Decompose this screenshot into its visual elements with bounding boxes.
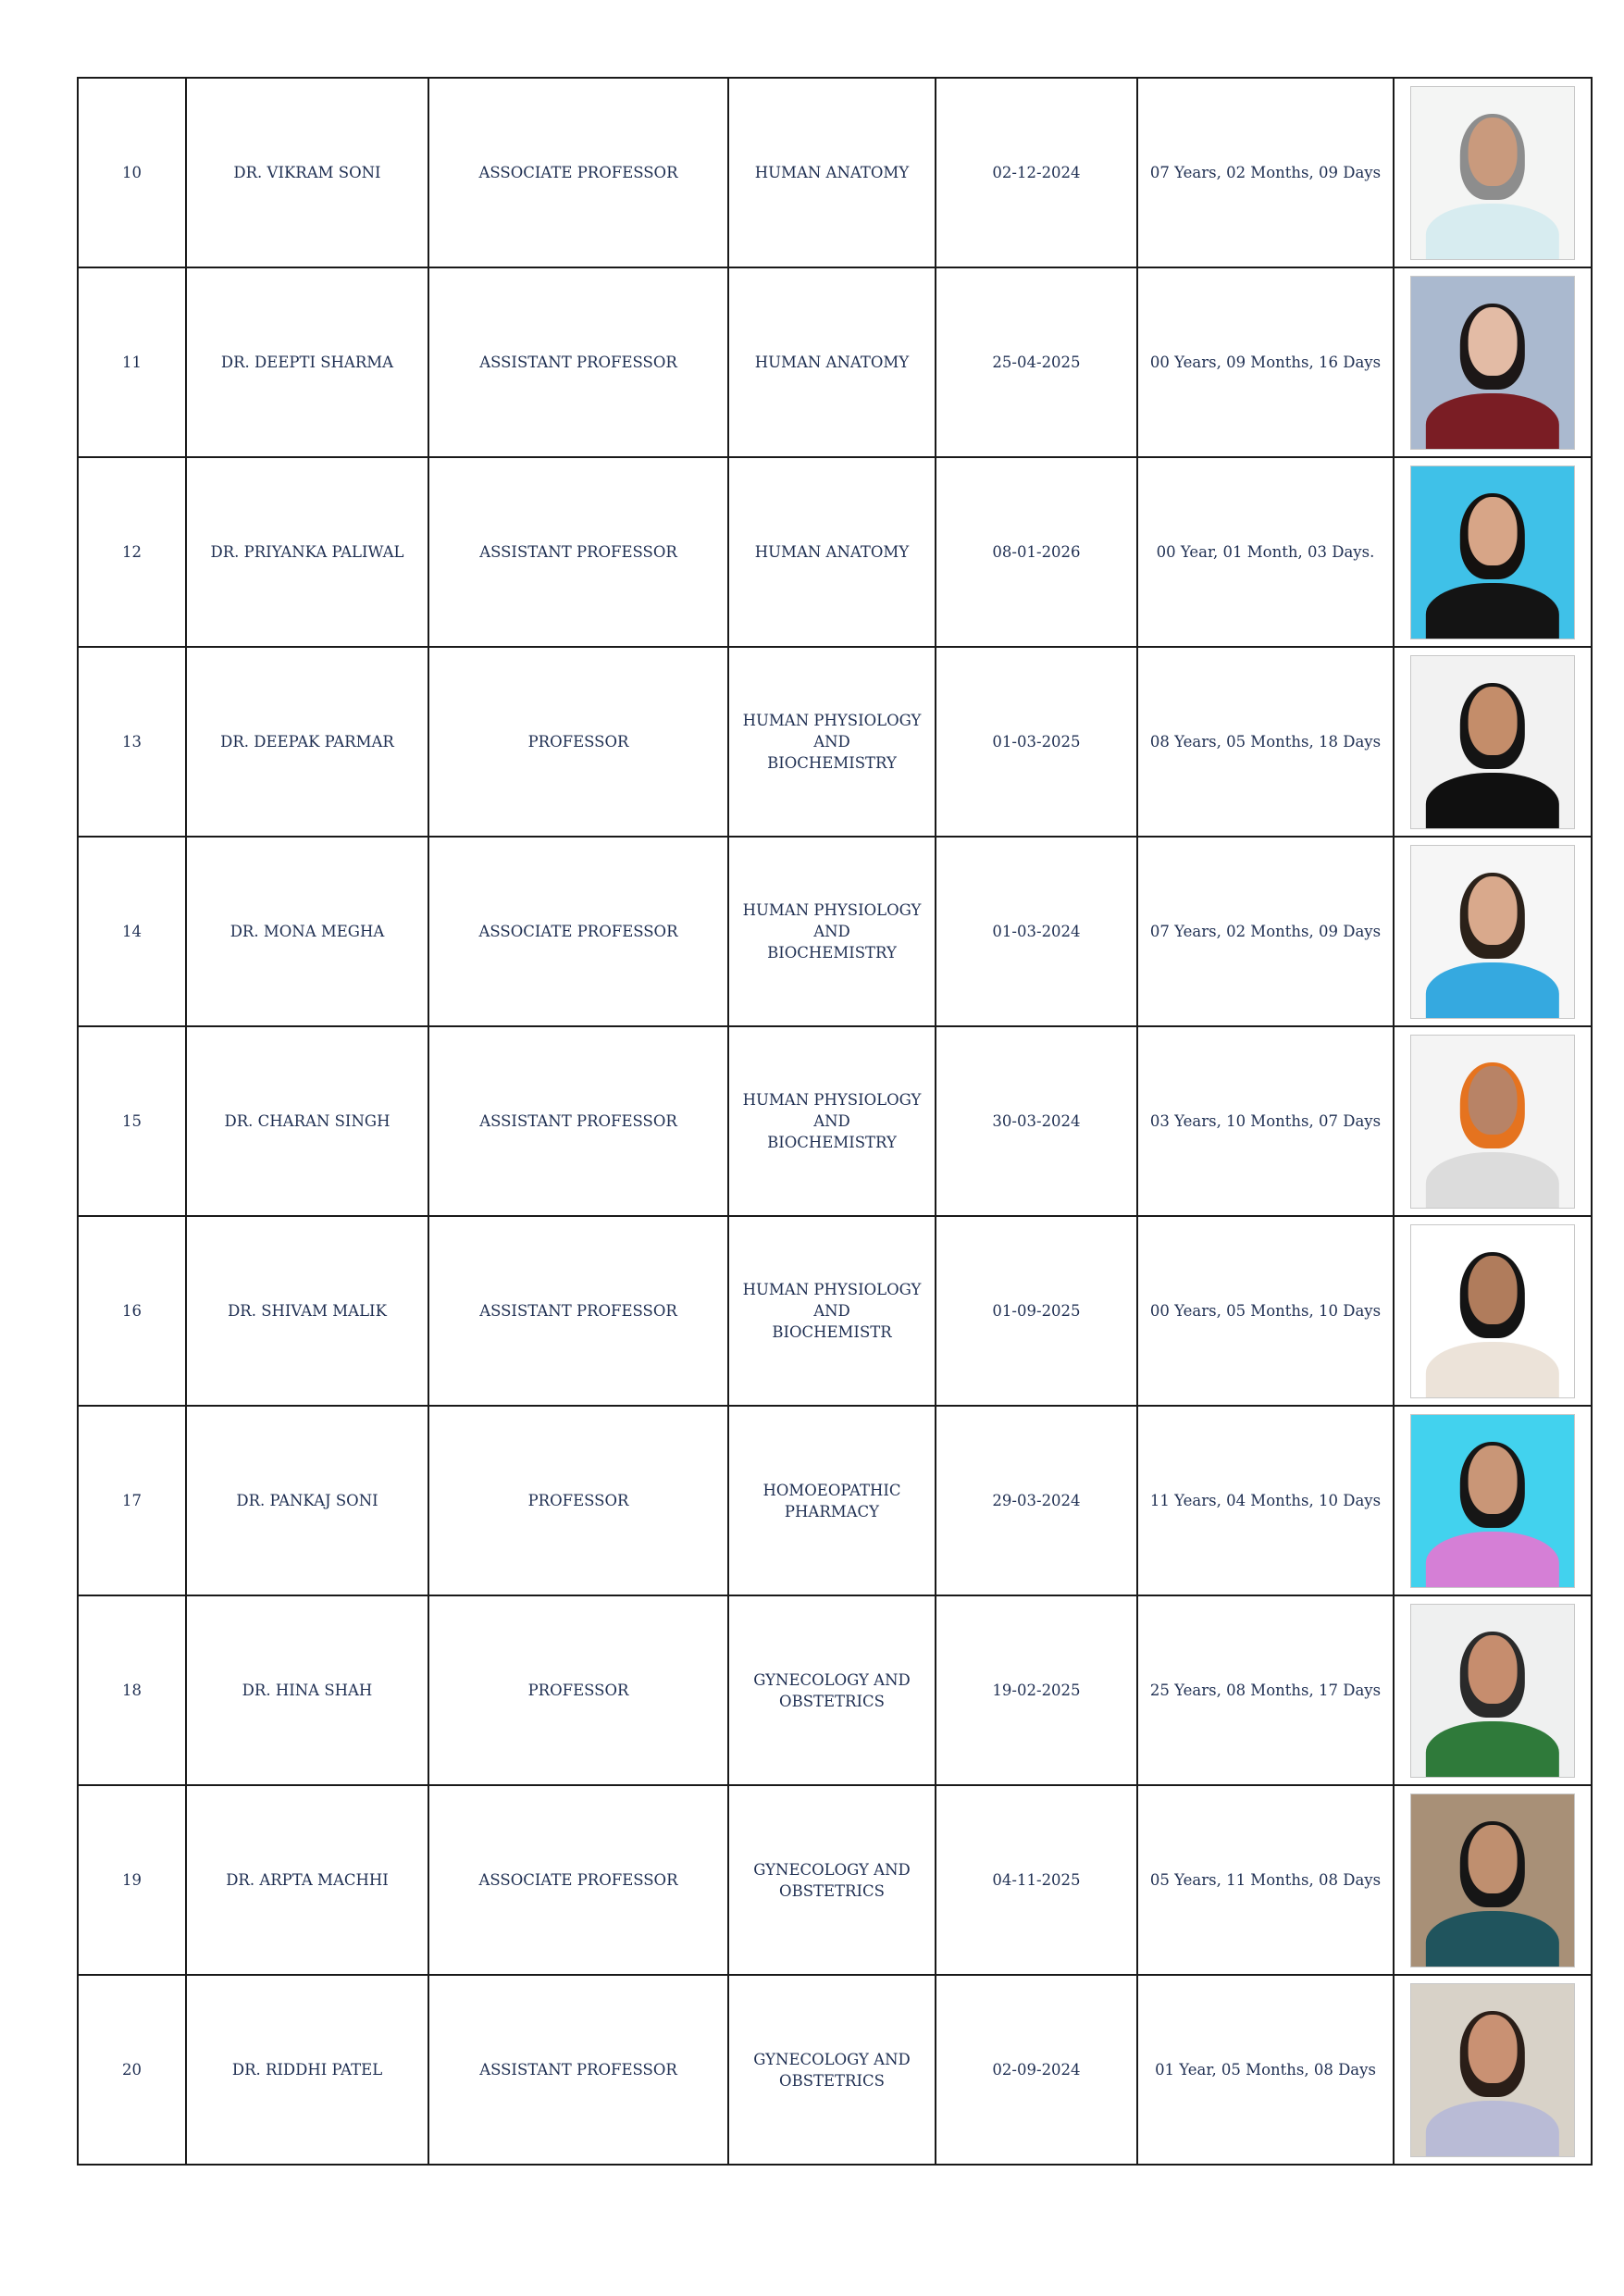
joining-date: 02-12-2024: [936, 78, 1137, 267]
photo-cell: [1394, 457, 1592, 647]
department-line: GYNECOLOGY AND: [753, 1860, 911, 1879]
department-line: PHARMACY: [784, 1502, 880, 1520]
serial-number: 13: [78, 647, 186, 837]
joining-date: 01-09-2025: [936, 1216, 1137, 1406]
serial-number: 19: [78, 1785, 186, 1975]
department-line: HUMAN ANATOMY: [754, 354, 910, 371]
department: [728, 837, 936, 1026]
photo-cell: [1394, 1216, 1592, 1406]
photo-shoulders: [1426, 1532, 1559, 1588]
department: [728, 267, 936, 457]
experience: 25 Years, 08 Months, 17 Days: [1137, 1595, 1394, 1785]
faculty-name: DR. VIKRAM SONI: [186, 78, 428, 267]
joining-date: 30-03-2024: [936, 1026, 1137, 1216]
faculty-name: DR. SHIVAM MALIK: [186, 1216, 428, 1406]
photo-face: [1469, 307, 1518, 376]
department-line: OBSTETRICS: [779, 2071, 885, 2090]
joining-date: 29-03-2024: [936, 1406, 1137, 1595]
faculty-photo: [1410, 1035, 1575, 1209]
photo-cell: [1394, 1026, 1592, 1216]
department: [728, 1595, 936, 1785]
joining-date: 01-03-2024: [936, 837, 1137, 1026]
photo-face: [1469, 2015, 1518, 2083]
department: [728, 1975, 936, 2165]
experience: 00 Years, 09 Months, 16 Days: [1137, 267, 1394, 457]
faculty-name: DR. ARPTA MACHHI: [186, 1785, 428, 1975]
photo-cell: [1394, 267, 1592, 457]
department-line: GYNECOLOGY AND: [753, 2050, 911, 2068]
faculty-name: DR. CHARAN SINGH: [186, 1026, 428, 1216]
photo-shoulders: [1426, 773, 1559, 829]
table-row: [78, 1216, 1592, 1406]
table-row: [78, 78, 1592, 267]
designation: ASSISTANT PROFESSOR: [428, 1216, 728, 1406]
department-line: HUMAN ANATOMY: [754, 164, 910, 181]
faculty-photo: [1410, 655, 1575, 829]
staff-table-body: [78, 78, 1592, 2165]
photo-cell: [1394, 647, 1592, 837]
photo-cell: [1394, 1785, 1592, 1975]
photo-shoulders: [1426, 962, 1559, 1019]
designation: PROFESSOR: [428, 1406, 728, 1595]
photo-cell: [1394, 837, 1592, 1026]
department-line: BIOCHEMISTR: [772, 1323, 892, 1341]
department-line: BIOCHEMISTRY: [767, 944, 897, 962]
table-row: [78, 1975, 1592, 2165]
photo-face: [1469, 876, 1518, 945]
department-line: GYNECOLOGY AND: [753, 1670, 911, 1689]
table-row: [78, 267, 1592, 457]
photo-shoulders: [1426, 393, 1559, 450]
designation: ASSISTANT PROFESSOR: [428, 1975, 728, 2165]
designation: ASSOCIATE PROFESSOR: [428, 78, 728, 267]
designation: PROFESSOR: [428, 1595, 728, 1785]
department: [728, 647, 936, 837]
joining-date: 01-03-2025: [936, 647, 1137, 837]
designation: ASSISTANT PROFESSOR: [428, 457, 728, 647]
serial-number: 11: [78, 267, 186, 457]
faculty-photo: [1410, 1793, 1575, 1967]
designation: ASSISTANT PROFESSOR: [428, 1026, 728, 1216]
department-line: HUMAN PHYSIOLOGY AND: [742, 1091, 922, 1130]
faculty-photo: [1410, 845, 1575, 1019]
serial-number: 20: [78, 1975, 186, 2165]
department: [728, 1026, 936, 1216]
faculty-name: DR. RIDDHI PATEL: [186, 1975, 428, 2165]
department-line: HUMAN PHYSIOLOGY AND: [742, 712, 922, 751]
joining-date: 04-11-2025: [936, 1785, 1137, 1975]
joining-date: 02-09-2024: [936, 1975, 1137, 2165]
photo-face: [1469, 1446, 1518, 1514]
photo-face: [1469, 687, 1518, 755]
serial-number: 16: [78, 1216, 186, 1406]
serial-number: 18: [78, 1595, 186, 1785]
faculty-photo: [1410, 1604, 1575, 1778]
serial-number: 12: [78, 457, 186, 647]
faculty-photo: [1410, 1224, 1575, 1398]
table-row: [78, 1595, 1592, 1785]
photo-shoulders: [1426, 1721, 1559, 1778]
serial-number: 14: [78, 837, 186, 1026]
experience: 11 Years, 04 Months, 10 Days: [1137, 1406, 1394, 1595]
department-line: OBSTETRICS: [779, 1881, 885, 1900]
photo-shoulders: [1426, 1911, 1559, 1967]
faculty-photo: [1410, 465, 1575, 639]
photo-face: [1469, 497, 1518, 565]
table-row: [78, 647, 1592, 837]
table-row: [78, 1785, 1592, 1975]
photo-face: [1469, 1066, 1518, 1135]
photo-cell: [1394, 1595, 1592, 1785]
photo-cell: [1394, 1975, 1592, 2165]
department-line: OBSTETRICS: [779, 1692, 885, 1710]
photo-face: [1469, 118, 1518, 186]
experience: 00 Year, 01 Month, 03 Days.: [1137, 457, 1394, 647]
experience: 00 Years, 05 Months, 10 Days: [1137, 1216, 1394, 1406]
staff-table: [77, 77, 1593, 2166]
table-row: [78, 1026, 1592, 1216]
serial-number: 10: [78, 78, 186, 267]
department: [728, 1406, 936, 1595]
joining-date: 19-02-2025: [936, 1595, 1137, 1785]
photo-shoulders: [1426, 583, 1559, 639]
photo-cell: [1394, 1406, 1592, 1595]
joining-date: 08-01-2026: [936, 457, 1137, 647]
faculty-photo: [1410, 86, 1575, 260]
department: [728, 1785, 936, 1975]
department: [728, 457, 936, 647]
department-line: HUMAN ANATOMY: [754, 543, 910, 561]
faculty-name: DR. HINA SHAH: [186, 1595, 428, 1785]
faculty-name: DR. DEEPAK PARMAR: [186, 647, 428, 837]
photo-face: [1469, 1635, 1518, 1704]
table-row: [78, 837, 1592, 1026]
photo-face: [1469, 1256, 1518, 1324]
designation: PROFESSOR: [428, 647, 728, 837]
photo-shoulders: [1426, 1342, 1559, 1398]
department-line: BIOCHEMISTRY: [767, 1134, 897, 1151]
faculty-photo: [1410, 1414, 1575, 1588]
department-line: HUMAN PHYSIOLOGY AND: [742, 901, 922, 940]
department: [728, 78, 936, 267]
photo-cell: [1394, 78, 1592, 267]
experience: 07 Years, 02 Months, 09 Days: [1137, 78, 1394, 267]
serial-number: 17: [78, 1406, 186, 1595]
experience: 03 Years, 10 Months, 07 Days: [1137, 1026, 1394, 1216]
faculty-name: DR. PRIYANKA PALIWAL: [186, 457, 428, 647]
department-line: HUMAN PHYSIOLOGY AND: [742, 1281, 922, 1320]
photo-shoulders: [1426, 1152, 1559, 1209]
faculty-name: DR. PANKAJ SONI: [186, 1406, 428, 1595]
photo-face: [1469, 1825, 1518, 1893]
serial-number: 15: [78, 1026, 186, 1216]
faculty-name: DR. MONA MEGHA: [186, 837, 428, 1026]
photo-shoulders: [1426, 2101, 1559, 2157]
designation: ASSISTANT PROFESSOR: [428, 267, 728, 457]
photo-shoulders: [1426, 204, 1559, 260]
table-row: [78, 457, 1592, 647]
designation: ASSOCIATE PROFESSOR: [428, 837, 728, 1026]
faculty-photo: [1410, 276, 1575, 450]
department-line: BIOCHEMISTRY: [767, 754, 897, 772]
experience: 01 Year, 05 Months, 08 Days: [1137, 1975, 1394, 2165]
faculty-photo: [1410, 1983, 1575, 2157]
joining-date: 25-04-2025: [936, 267, 1137, 457]
department-line: HOMOEOPATHIC: [762, 1481, 901, 1499]
experience: 07 Years, 02 Months, 09 Days: [1137, 837, 1394, 1026]
department: [728, 1216, 936, 1406]
table-row: [78, 1406, 1592, 1595]
designation: ASSOCIATE PROFESSOR: [428, 1785, 728, 1975]
experience: 05 Years, 11 Months, 08 Days: [1137, 1785, 1394, 1975]
experience: 08 Years, 05 Months, 18 Days: [1137, 647, 1394, 837]
faculty-name: DR. DEEPTI SHARMA: [186, 267, 428, 457]
